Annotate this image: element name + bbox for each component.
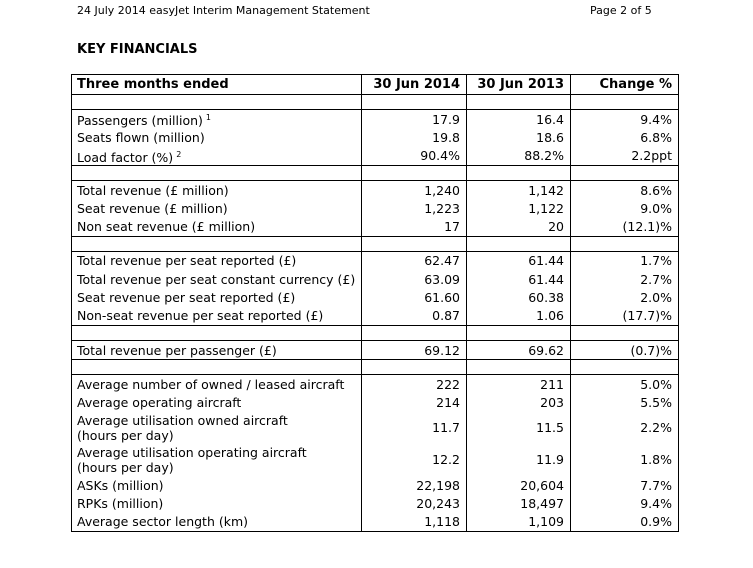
row-label: Average utilisation owned aircraft	[77, 412, 288, 428]
value-2014: 90.4%	[362, 147, 467, 166]
value-change: 2.2ppt	[571, 147, 679, 166]
table-row	[72, 340, 679, 359]
row-label: Average number of owned / leased aircraft	[72, 375, 362, 394]
row-label: Average utilisation operating aircraft	[77, 444, 307, 460]
table-row	[72, 412, 679, 444]
value-change: (12.1)%	[571, 217, 679, 236]
value-2014: 22,198	[362, 476, 467, 494]
table-row	[72, 394, 679, 412]
value-2013: 20,604	[467, 476, 571, 494]
table-row	[72, 512, 679, 531]
row-label: RPKs (million)	[72, 494, 362, 512]
table-row	[72, 110, 679, 129]
value-change: 9.0%	[571, 199, 679, 217]
value-2014: 69.12	[362, 340, 467, 359]
column-header-period: Three months ended	[72, 75, 362, 95]
value-2014: 17	[362, 217, 467, 236]
value-change: (0.7)%	[571, 340, 679, 359]
value-change: 8.6%	[571, 180, 679, 199]
value-change: 9.4%	[571, 494, 679, 512]
value-2013: 1.06	[467, 307, 571, 326]
row-label: Average sector length (km)	[72, 512, 362, 531]
page-number: Page 2 of 5	[590, 4, 652, 17]
value-2013: 211	[467, 375, 571, 394]
value-change: 2.2%	[571, 412, 679, 444]
value-2014: 214	[362, 394, 467, 412]
row-label: Passengers (million)	[77, 113, 203, 129]
table-row	[72, 251, 679, 270]
table-row	[72, 217, 679, 236]
table-row	[72, 180, 679, 199]
table-row	[72, 444, 679, 476]
value-2014: 17.9	[362, 110, 467, 129]
table-row	[72, 476, 679, 494]
table-row	[72, 199, 679, 217]
table-row	[72, 147, 679, 166]
value-change: 9.4%	[571, 110, 679, 129]
value-2014: 1,118	[362, 512, 467, 531]
value-2013: 88.2%	[467, 147, 571, 166]
table-row	[72, 288, 679, 306]
value-2013: 203	[467, 394, 571, 412]
value-2013: 61.44	[467, 270, 571, 288]
value-change: 5.0%	[571, 375, 679, 394]
spacer-row	[72, 236, 679, 251]
row-label: Seats flown (million)	[72, 128, 362, 146]
value-2014: 61.60	[362, 288, 467, 306]
value-2014: 19.8	[362, 128, 467, 146]
value-2014: 12.2	[362, 444, 467, 476]
spacer-row	[72, 325, 679, 340]
row-label: Total revenue (£ million)	[72, 180, 362, 199]
column-header-2013: 30 Jun 2013	[467, 75, 571, 95]
row-label: Non seat revenue (£ million)	[72, 217, 362, 236]
value-2013: 18,497	[467, 494, 571, 512]
value-2013: 16.4	[467, 110, 571, 129]
value-2013: 11.5	[467, 412, 571, 444]
value-2013: 18.6	[467, 128, 571, 146]
value-change: 1.7%	[571, 251, 679, 270]
table-row	[72, 307, 679, 326]
value-2013: 1,142	[467, 180, 571, 199]
value-2014: 0.87	[362, 307, 467, 326]
value-change: 1.8%	[571, 444, 679, 476]
table-row	[72, 375, 679, 394]
value-2013: 60.38	[467, 288, 571, 306]
section-title: KEY FINANCIALS	[77, 42, 198, 57]
value-2013: 61.44	[467, 251, 571, 270]
row-label-unit: (hours per day)	[77, 427, 174, 443]
value-2014: 1,223	[362, 199, 467, 217]
row-label: Total revenue per seat constant currency (£)	[72, 270, 362, 288]
footnote-marker: 1	[205, 113, 212, 123]
value-change: 6.8%	[571, 128, 679, 146]
row-label: Total revenue per seat reported (£)	[72, 251, 362, 270]
value-change: 5.5%	[571, 394, 679, 412]
value-2013: 1,122	[467, 199, 571, 217]
value-2013: 11.9	[467, 444, 571, 476]
table-row	[72, 270, 679, 288]
value-2014: 62.47	[362, 251, 467, 270]
value-change: 2.7%	[571, 270, 679, 288]
column-header-change: Change %	[571, 75, 679, 95]
value-2014: 63.09	[362, 270, 467, 288]
spacer-row	[72, 165, 679, 180]
value-change: 2.0%	[571, 288, 679, 306]
value-2013: 1,109	[467, 512, 571, 531]
value-2014: 20,243	[362, 494, 467, 512]
value-2014: 1,240	[362, 180, 467, 199]
table-row	[72, 494, 679, 512]
value-change: (17.7)%	[571, 307, 679, 326]
document-header-title: 24 July 2014 easyJet Interim Management Statement	[77, 4, 370, 17]
row-label: Non-seat revenue per seat reported (£)	[72, 307, 362, 326]
value-2013: 69.62	[467, 340, 571, 359]
row-label: Seat revenue (£ million)	[72, 199, 362, 217]
value-2014: 11.7	[362, 412, 467, 444]
table-header-row	[72, 75, 679, 95]
row-label: Total revenue per passenger (£)	[72, 340, 362, 359]
value-change: 0.9%	[571, 512, 679, 531]
value-change: 7.7%	[571, 476, 679, 494]
row-label: Load factor (%)	[77, 149, 174, 165]
key-financials-table	[71, 74, 679, 532]
row-label: Seat revenue per seat reported (£)	[72, 288, 362, 306]
row-label: Average operating aircraft	[72, 394, 362, 412]
column-header-2014: 30 Jun 2014	[362, 75, 467, 95]
footnote-marker: 2	[176, 149, 182, 159]
row-label: ASKs (million)	[72, 476, 362, 494]
value-2013: 20	[467, 217, 571, 236]
spacer-row	[72, 95, 679, 110]
table-row	[72, 128, 679, 146]
spacer-row	[72, 360, 679, 375]
row-label-unit: (hours per day)	[77, 459, 174, 475]
value-2014: 222	[362, 375, 467, 394]
